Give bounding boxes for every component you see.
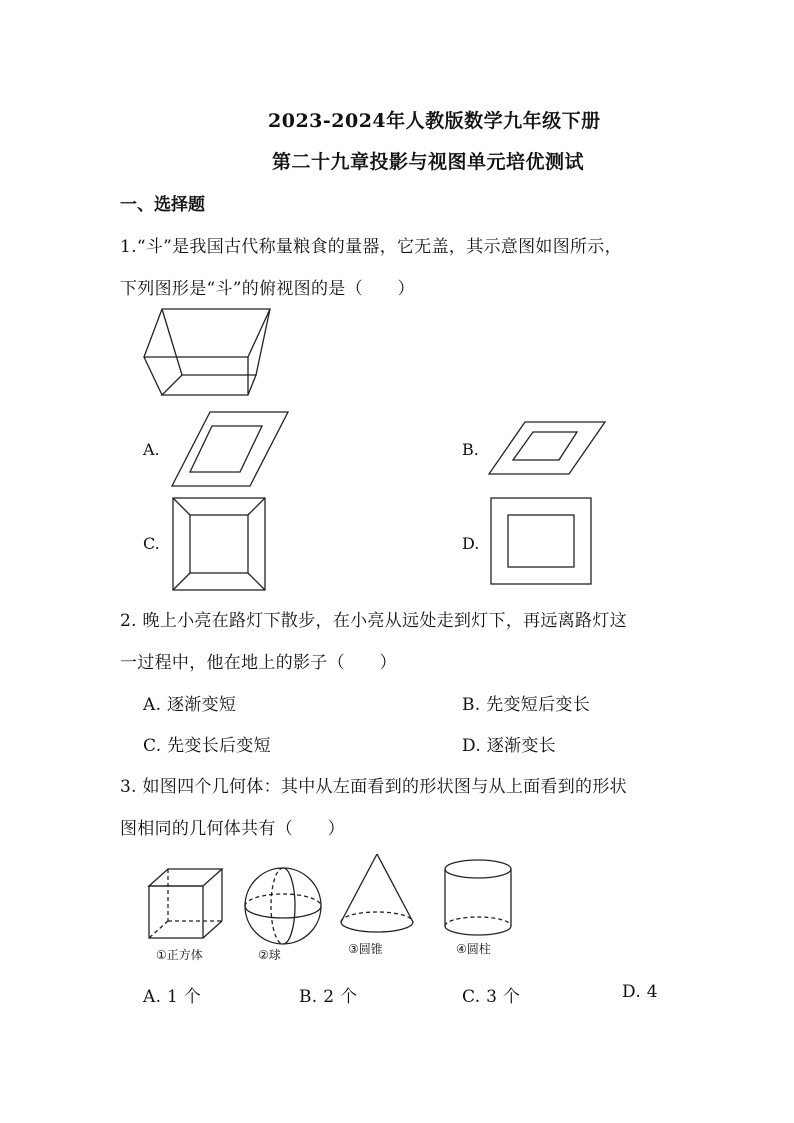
caption-sphere: ②球	[258, 948, 281, 962]
q1-option-a-label[interactable]: A.	[143, 440, 160, 459]
question-3-line2: 图相同的几何体共有（ ）	[120, 819, 345, 839]
page-title-line1: 2023-2024年人教版数学九年级下册	[268, 110, 601, 132]
cube-figure	[148, 868, 224, 940]
q3-option-d[interactable]: D. 4	[622, 982, 658, 1002]
cylinder-figure	[442, 858, 514, 938]
q1-option-c-label[interactable]: C.	[143, 534, 160, 553]
page-title-line2: 第二十九章投影与视图单元培优测试	[272, 151, 585, 173]
question-1-line1: 1.“斗”是我国古代称量粮食的量器，它无盖，其示意图如图所示，	[120, 237, 622, 257]
question-2-line2: 一过程中，他在地上的影子（ ）	[120, 653, 397, 673]
section-heading: 一、选择题	[120, 195, 205, 215]
sphere-figure	[240, 866, 326, 946]
question-1-line2: 下列图形是“斗”的俯视图的是（ ）	[120, 279, 415, 299]
q3-option-c[interactable]: C. 3 个	[462, 987, 521, 1007]
q1-option-d-figure[interactable]	[490, 497, 592, 585]
cone-figure	[338, 852, 416, 936]
q1-option-b-label[interactable]: B.	[462, 440, 479, 459]
q2-option-c[interactable]: C. 先变长后变短	[143, 736, 271, 756]
question-2-line1: 2. 晚上小亮在路灯下散步，在小亮从远处走到灯下，再远离路灯这	[120, 611, 627, 631]
q2-option-b[interactable]: B. 先变短后变长	[462, 695, 590, 715]
q2-option-d[interactable]: D. 逐渐变长	[462, 736, 556, 756]
caption-cube: ①正方体	[156, 948, 203, 962]
q1-option-a-figure[interactable]	[170, 410, 290, 490]
caption-cone: ③圆锥	[348, 942, 383, 956]
q2-option-a[interactable]: A. 逐渐变短	[143, 695, 237, 715]
question-3-line1: 3. 如图四个几何体：其中从左面看到的形状图与从上面看到的形状	[120, 777, 627, 797]
dou-figure	[140, 305, 280, 405]
q1-option-d-label[interactable]: D.	[462, 534, 480, 553]
q3-option-a[interactable]: A. 1 个	[143, 987, 202, 1007]
q3-option-b[interactable]: B. 2 个	[299, 987, 358, 1007]
q1-option-b-figure[interactable]	[487, 420, 607, 476]
q1-option-c-figure[interactable]	[172, 497, 266, 591]
caption-cylinder: ④圆柱	[456, 942, 491, 956]
